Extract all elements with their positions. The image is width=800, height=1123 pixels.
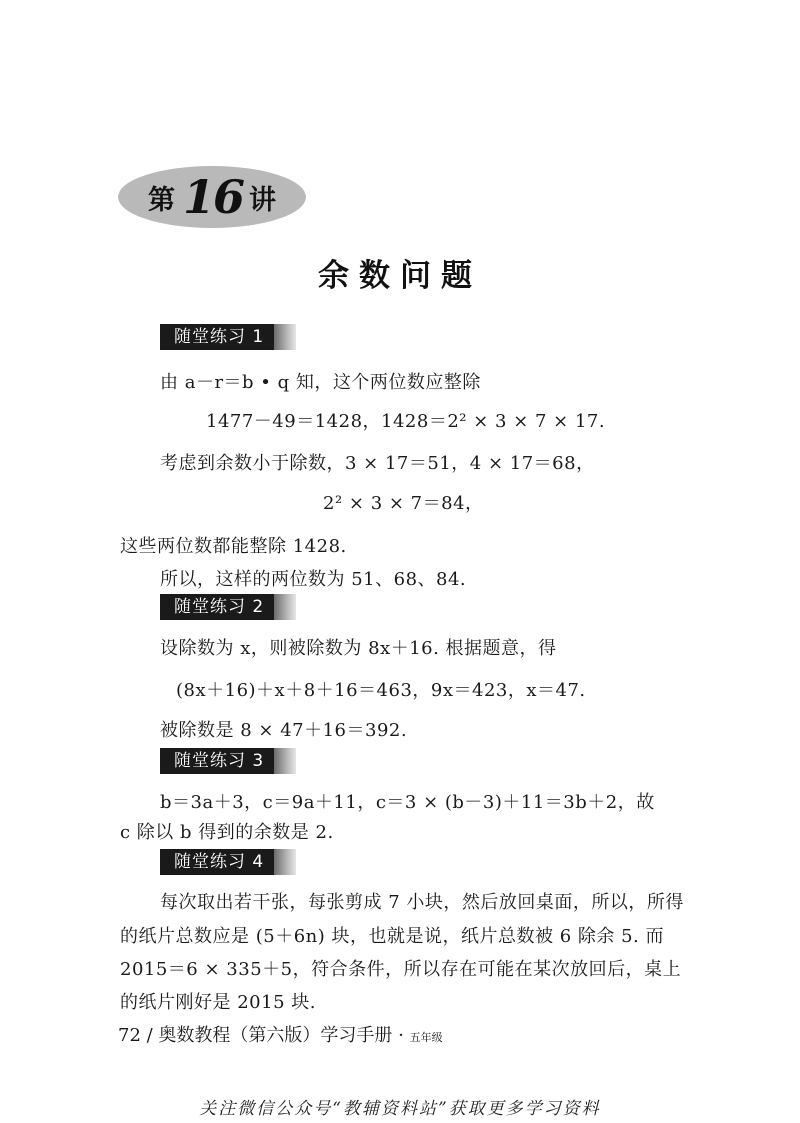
section-heading-tail: [274, 849, 296, 875]
footer-grade: 五年级: [409, 1031, 443, 1044]
lesson-badge: [118, 166, 306, 228]
chapter-title: 余数问题: [318, 258, 482, 294]
section-heading-label: 随堂练习 4: [160, 849, 274, 875]
lesson-number: 16: [182, 170, 243, 224]
text-line: 2015＝6 × 335＋5，符合条件，所以存在可能在某次放回后，桌上: [120, 959, 682, 980]
section-heading: [160, 324, 296, 350]
section-heading: [160, 849, 296, 875]
section-heading-tail: [274, 748, 296, 774]
text-line: c 除以 b 得到的余数是 2.: [120, 822, 334, 843]
lesson-prefix: 第: [147, 184, 175, 216]
page-footer: [118, 1021, 443, 1047]
text-line: 设除数为 x，则被除数为 8x＋16. 根据题意，得: [160, 638, 557, 659]
section-heading-label: 随堂练习 2: [160, 594, 274, 620]
section-heading-label: 随堂练习 1: [160, 324, 274, 350]
section-heading-tail: [274, 324, 296, 350]
text-line: 被除数是 8 × 47＋16＝392.: [160, 720, 408, 741]
text-line: b＝3a＋3，c＝9a＋11，c＝3 × (b－3)＋11＝3b＋2，故: [160, 792, 655, 813]
watermark-text: 关注微信公众号“教辅资料站”获取更多学习资料: [199, 1099, 601, 1119]
equation-line: (8x＋16)＋x＋8＋16＝463，9x＝423，x＝47.: [176, 680, 586, 701]
footer-page-info: 72 / 奥数教程（第六版）学习手册 ·: [118, 1025, 404, 1046]
lesson-suffix: 讲: [249, 184, 276, 216]
text-line: 考虑到余数小于除数，3 × 17＝51，4 × 17＝68，: [160, 453, 595, 474]
section-heading-tail: [274, 594, 296, 620]
equation-line: 1477－49＝1428，1428＝2² × 3 × 7 × 17.: [206, 411, 606, 432]
section-heading: [160, 594, 296, 620]
section-heading: [160, 748, 296, 774]
equation-line: 2² × 3 × 7＝84，: [323, 493, 484, 514]
text-line: 每次取出若干张，每张剪成 7 小块，然后放回桌面，所以，所得: [160, 892, 684, 913]
text-line: 的纸片刚好是 2015 块.: [120, 992, 316, 1013]
text-line: 所以，这样的两位数为 51、68、84.: [160, 569, 467, 590]
section-heading-label: 随堂练习 3: [160, 748, 274, 774]
text-line: 的纸片总数应是 (5＋6n) 块，也就是说，纸片总数被 6 除余 5. 而: [120, 926, 664, 947]
text-line: 由 a－r＝b • q 知，这个两位数应整除: [160, 372, 481, 393]
text-line: 这些两位数都能整除 1428.: [120, 536, 347, 557]
